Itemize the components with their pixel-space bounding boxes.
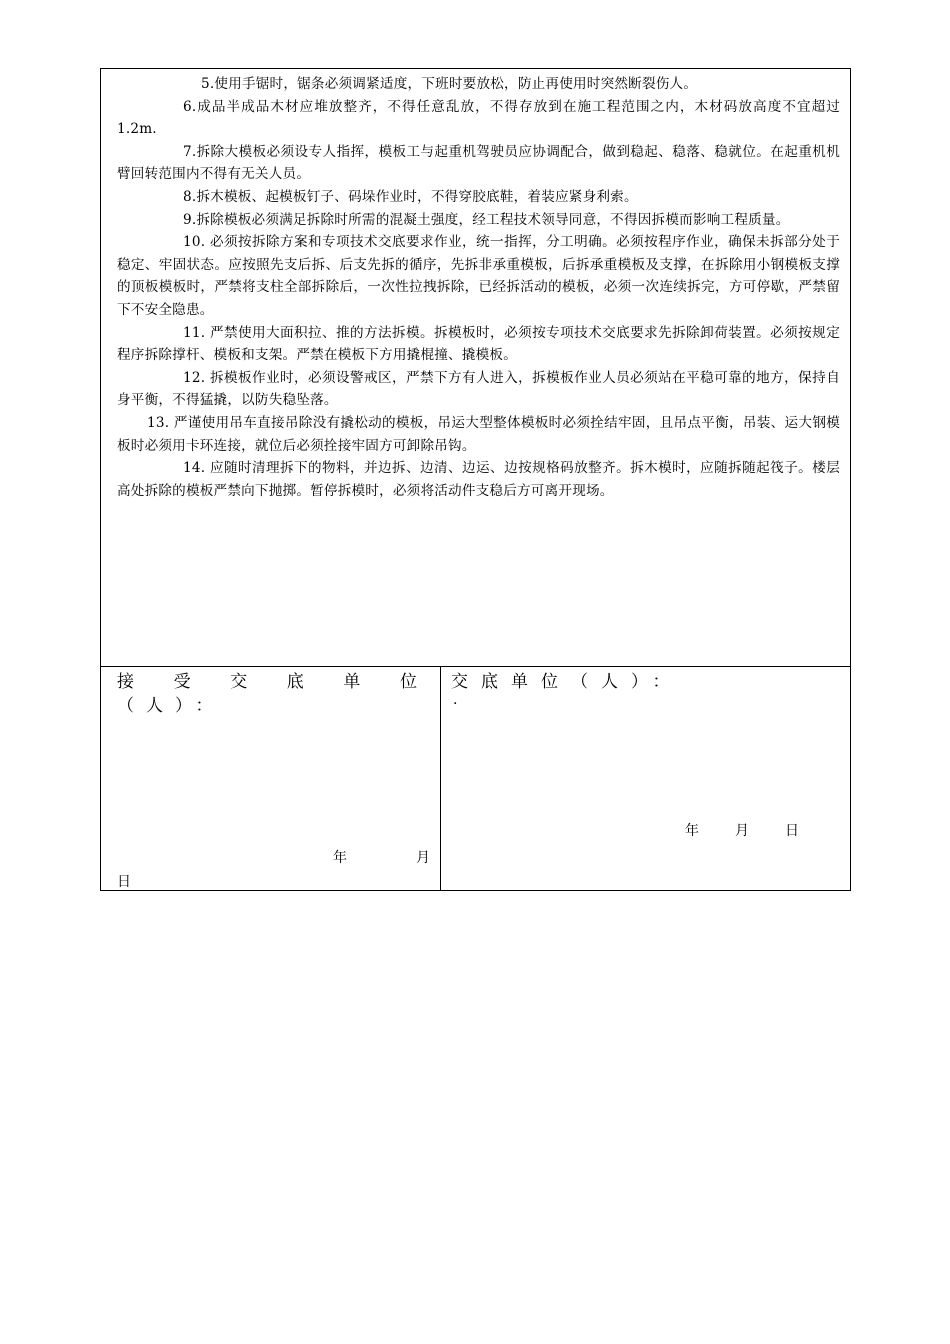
item-5: 5.使用手锯时，锯条必须调紧适度，下班时要放松，防止再使用时突然断裂伤人。 [201, 76, 698, 92]
item-9: 9.拆除模板必须满足拆除时所需的混凝土强度，经工程技术领导同意，不得因拆模而影响工程质量。 [183, 211, 790, 228]
item-11: 11. 严禁使用大面积拉、推的方法拆模。拆模板时，必须按专项技术交底要求先拆除卸荷装置。必须按规定程序拆除撑杆、模板和支架。严禁在模板下方用撬棍撞、撬模板。 [117, 324, 840, 364]
receiver-month: 月 [416, 850, 430, 866]
item-6: 6.成品半成品木材应堆放整齐，不得任意乱放，不得存放到在施工程范围之内，木材码放高度不宜超过1.2m. [117, 98, 840, 138]
item-7: 7.拆除大模板必须设专人指挥，模板工与起重机驾驶员应协调配合，做到稳起、稳落、稳就位。在起重机机臂回转范围内不得有无关人员。 [117, 143, 840, 183]
item-12: 12. 拆模板作业时，必须设警戒区，严禁下方有人进入，拆模板作业人员必须站在平稳可靠的地方，保持自身平衡，不得猛撬，以防失稳坠落。 [117, 369, 840, 409]
receiver-label [117, 670, 417, 694]
receiver-label-line2: （人）： [117, 696, 225, 716]
receiver-label-char: 接 [117, 672, 134, 692]
item-13: 13. 严谨使用吊车直接吊除没有撬松动的模板，吊运大型整体模板时必须拴结牢固，且吊点平衡，吊装、运大钢模板时必须用卡环连接，就位后必须拴接牢固方可卸除吊钩。 [117, 414, 840, 454]
issuer-month: 月 [735, 823, 749, 839]
issuer-date [685, 820, 799, 840]
disclosure-form-table [100, 68, 851, 891]
receiver-label-char: 单 [343, 672, 361, 692]
receiver-day: 日 [117, 874, 131, 890]
receiver-label-char: 底 [286, 672, 304, 692]
issuer-label: 交底单位（人）： [451, 672, 683, 692]
item-14: 14. 应随时清理拆下的物料，并边拆、边清、边运、边按规格码放整齐。拆木模时，应随拆随起筏子。楼层高处拆除的模板严禁向下抛掷。暂停拆模时，必须将活动件支稳后方可离开现场。 [117, 460, 840, 499]
receiver-year: 年 [333, 850, 347, 866]
receiver-signature-cell [101, 667, 441, 890]
issuer-dot: . [453, 692, 458, 708]
receiver-label-char: 位 [399, 672, 417, 692]
issuer-signature-cell [441, 667, 850, 890]
item-8: 8.拆木模板、起模板钉子、码垛作业时，不得穿胶底鞋，着装应紧身利索。 [183, 188, 638, 205]
issuer-year: 年 [685, 823, 699, 839]
issuer-day: 日 [785, 823, 799, 839]
receiver-label-char: 交 [230, 672, 248, 692]
item-10: 10. 必须按拆除方案和专项技术交底要求作业，统一指挥，分工明确。必须按程序作业，确保未拆部分处于稳定、牢固状态。应按照先支后拆、后支先拆的循序，先拆非承重模板，后拆承重模板及支撑，在拆除用小钢模板支撑的顶板模板时，严禁将支柱全部拆除后，一次性拉拽拆除，已经拆活动的模板，必须一次连续拆完，方可停歇，严禁留下不安全隐患。 [117, 234, 840, 318]
receiver-label-char: 受 [173, 672, 191, 692]
safety-content-cell [101, 69, 850, 667]
